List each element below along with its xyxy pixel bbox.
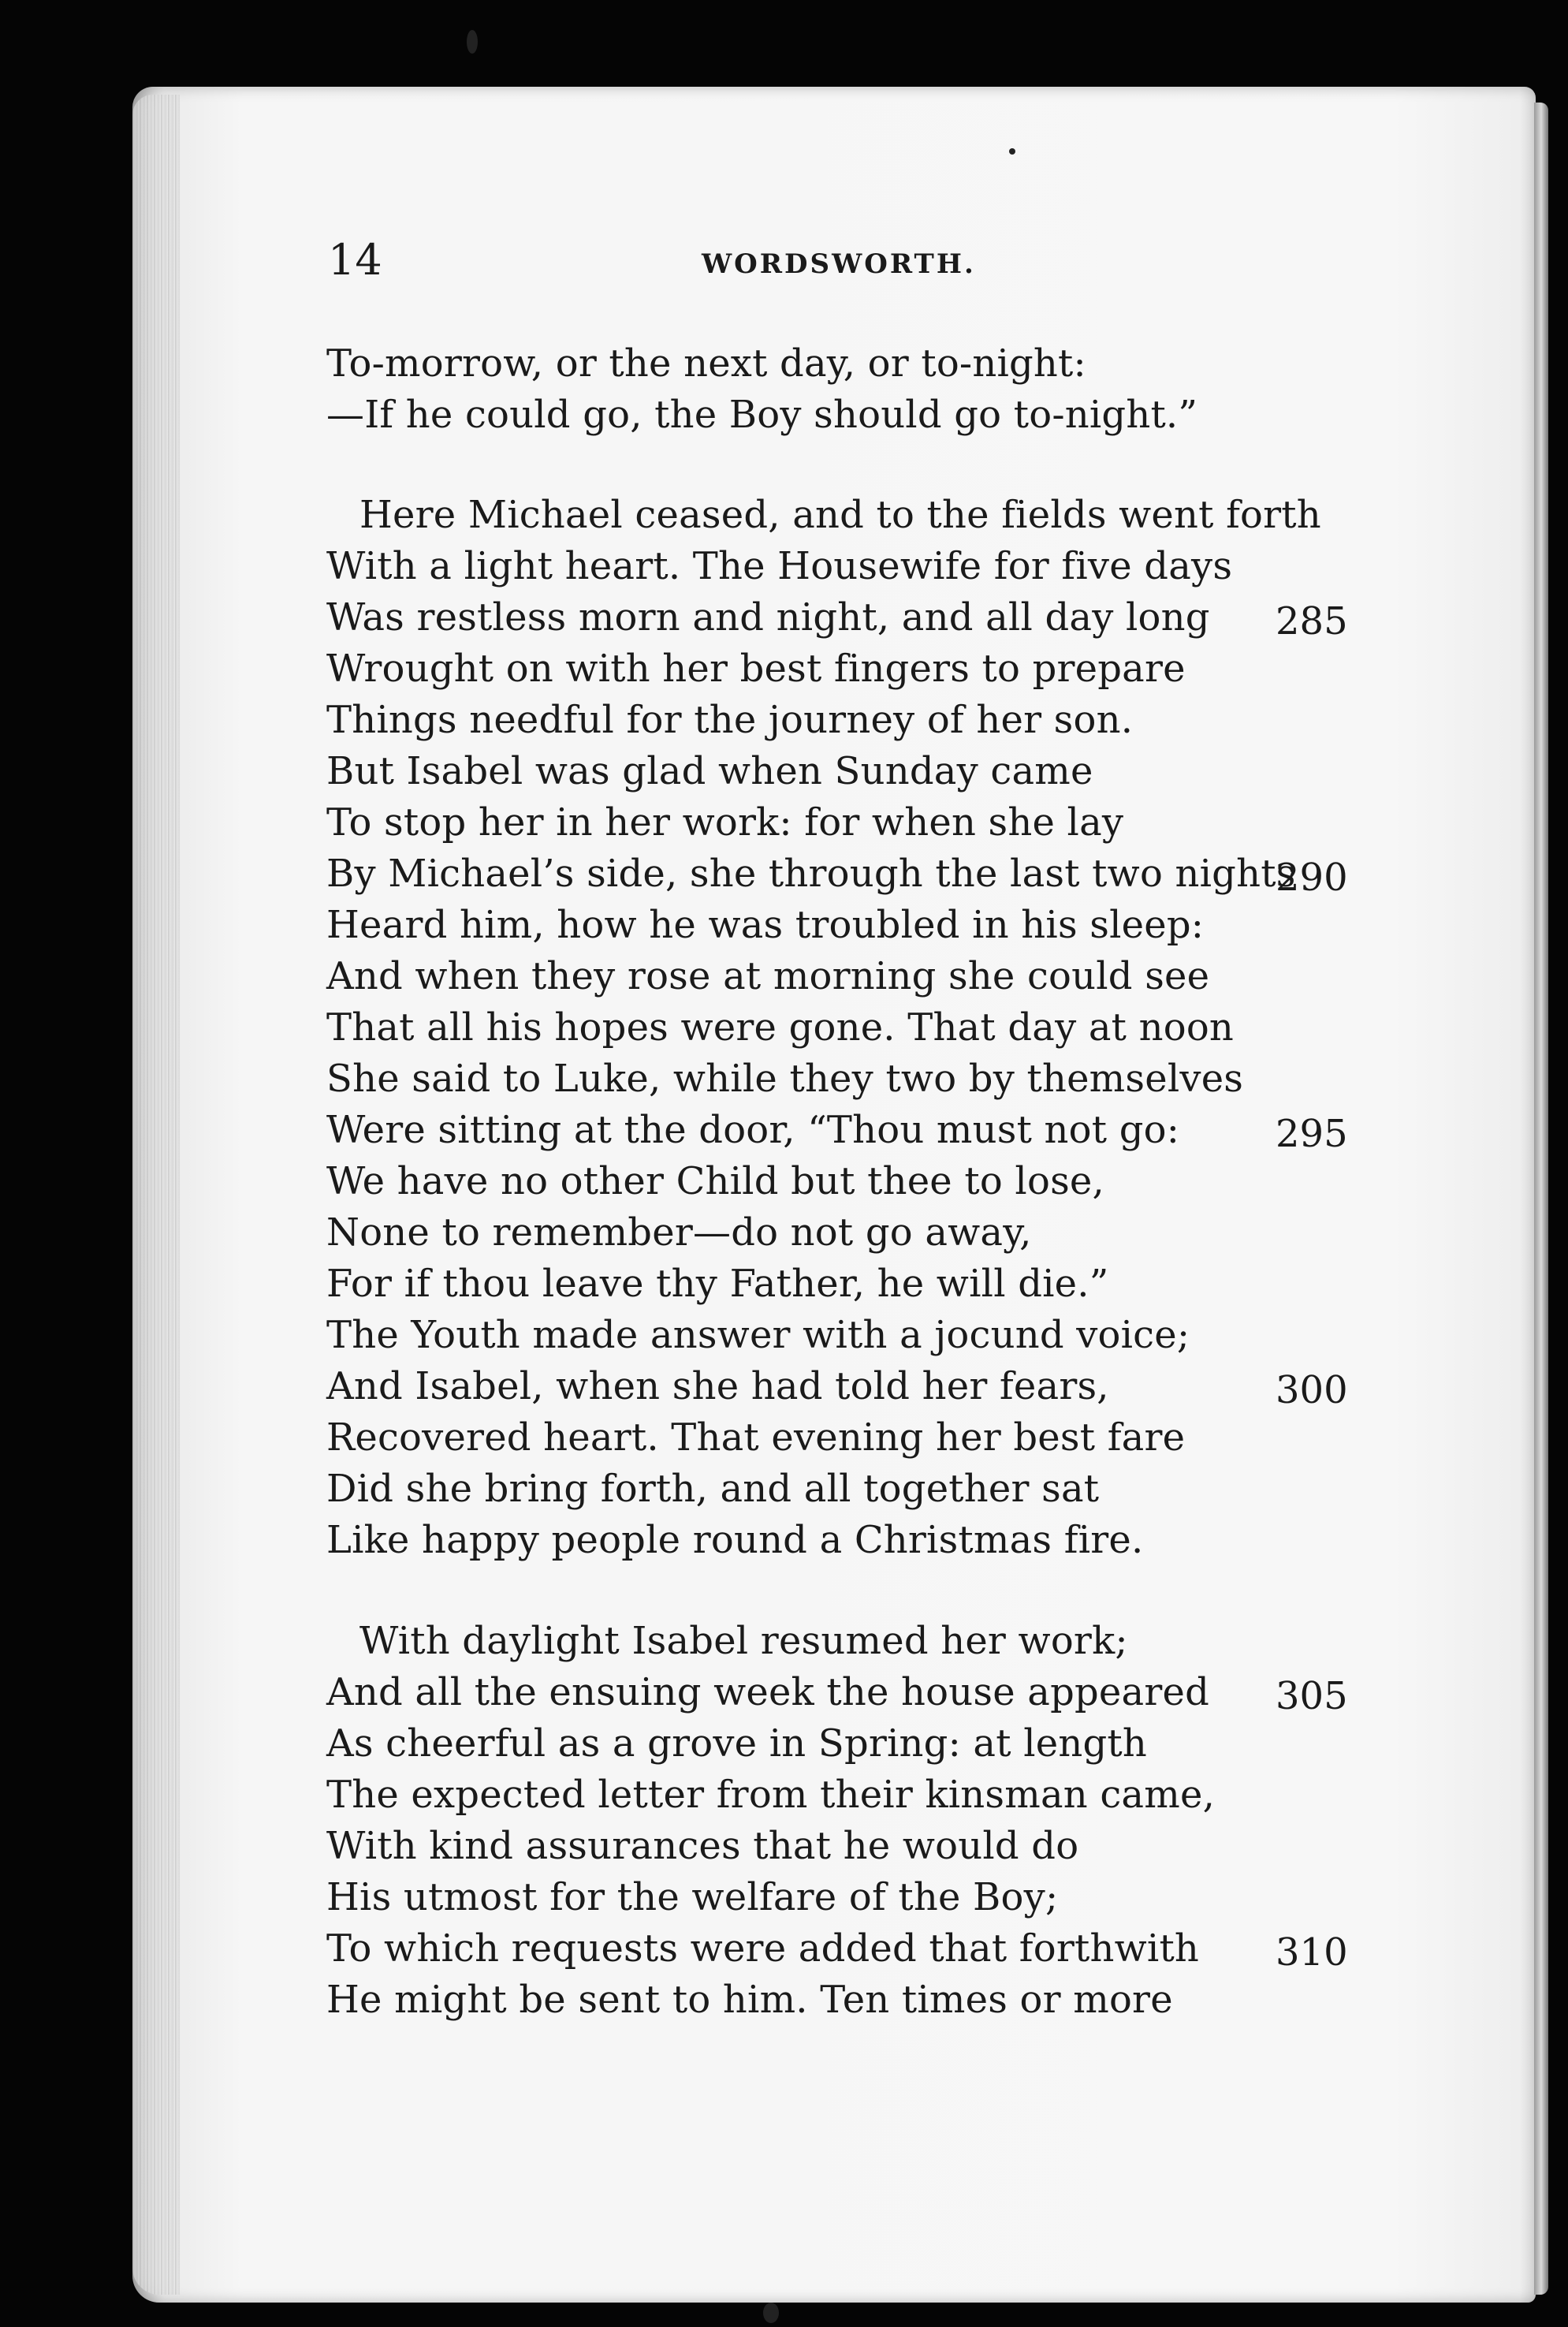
poem-line: Like happy people round a Christmas fire. xyxy=(326,1518,1144,1562)
line-number: 305 xyxy=(1276,1674,1348,1718)
line-number: 310 xyxy=(1276,1930,1348,1975)
poem-line: None to remember—do not go away, xyxy=(326,1210,1032,1255)
poem-line: —If he could go, the Boy should go to-night.” xyxy=(326,393,1198,437)
scan-artifact xyxy=(1009,148,1015,155)
poem-line: The Youth made answer with a jocund voice; xyxy=(326,1313,1190,1357)
poem-line: Did she bring forth, and all together sat xyxy=(326,1467,1100,1511)
poem-line: The expected letter from their kinsman came, xyxy=(326,1773,1216,1817)
line-number: 300 xyxy=(1276,1368,1348,1412)
poem-line: She said to Luke, while they two by themselves xyxy=(326,1057,1244,1101)
poem-line: His utmost for the welfare of the Boy; xyxy=(326,1875,1059,1919)
poem-line: Things needful for the journey of her son. xyxy=(326,698,1134,742)
poem-line: He might be sent to him. Ten times or more xyxy=(326,1978,1173,2022)
line-number: 295 xyxy=(1276,1112,1348,1156)
poem-line: That all his hopes were gone. That day at noon xyxy=(326,1005,1235,1050)
poem-line: But Isabel was glad when Sunday came xyxy=(326,749,1093,793)
poem-line: And when they rose at morning she could see xyxy=(326,954,1210,998)
poem-line: And all the ensuing week the house appeared xyxy=(326,1670,1210,1714)
poem-line: To-morrow, or the next day, or to-night: xyxy=(326,341,1086,386)
poem-line: Heard him, how he was troubled in his sleep: xyxy=(326,903,1205,947)
poem-line: With a light heart. The Housewife for five days xyxy=(326,544,1233,588)
scan-artifact xyxy=(763,2303,779,2323)
line-number: 290 xyxy=(1276,856,1348,900)
scan-artifact xyxy=(467,30,478,54)
running-head: WORDSWORTH. xyxy=(702,248,976,280)
poem-line: Here Michael ceased, and to the fields went forth xyxy=(359,493,1321,537)
page-fore-edge xyxy=(1534,103,1548,2295)
page-binding-edge xyxy=(132,95,180,2295)
poem-line: Recovered heart. That evening her best fare xyxy=(326,1415,1186,1460)
poem-line: And Isabel, when she had told her fears, xyxy=(326,1364,1109,1408)
poem-line: Were sitting at the door, “Thou must not go: xyxy=(326,1108,1180,1152)
poem-line: As cheerful as a grove in Spring: at length xyxy=(326,1721,1147,1766)
line-number: 285 xyxy=(1276,599,1348,643)
poem-line: For if thou leave thy Father, he will die.” xyxy=(326,1262,1109,1306)
poem-line: To stop her in her work: for when she lay xyxy=(326,800,1124,845)
page-number: 14 xyxy=(328,235,382,285)
poem-line: By Michael’s side, she through the last two nights xyxy=(326,852,1296,896)
poem-line: Wrought on with her best fingers to prepare xyxy=(326,647,1186,691)
poem-line: Was restless morn and night, and all day long xyxy=(326,595,1210,640)
poem-line: To which requests were added that forthwith xyxy=(326,1926,1200,1971)
poem-line: We have no other Child but thee to lose, xyxy=(326,1159,1104,1203)
poem-line: With daylight Isabel resumed her work; xyxy=(359,1619,1128,1663)
poem-line: With kind assurances that he would do xyxy=(326,1824,1079,1868)
